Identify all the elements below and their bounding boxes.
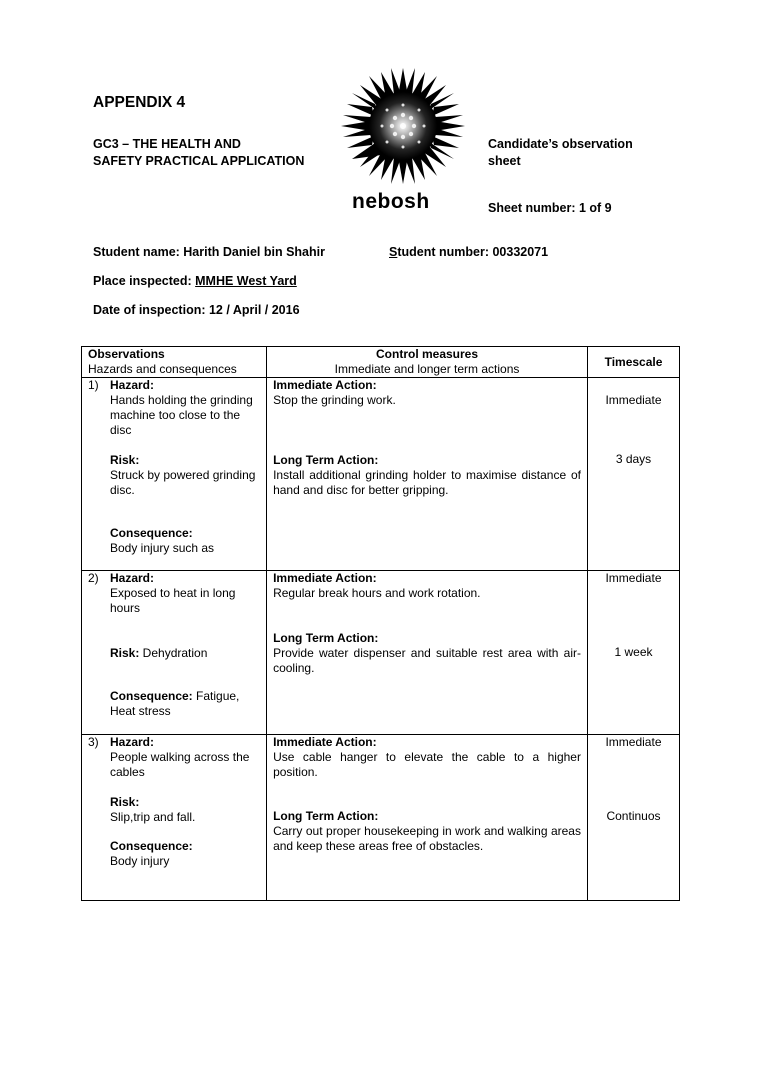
header-control-measures (267, 347, 588, 378)
timescale-cell (587, 378, 679, 571)
row-number: 2) (88, 571, 99, 585)
timescale-long-term: 1 week (614, 645, 653, 659)
timescale-cell (587, 571, 679, 735)
immediate-action-text: Regular break hours and work rotation. (273, 586, 481, 600)
observation-cell (82, 571, 267, 735)
observation-table (81, 346, 680, 901)
student-number (389, 244, 548, 261)
long-term-action-label: Long Term Action: (273, 631, 379, 645)
hazard-text: Hands holding the grinding machine too close to the disc (110, 393, 253, 437)
consequence-text: Body injury (110, 854, 170, 868)
header-observations-title: Observations (88, 347, 165, 361)
header-control-title: Control measures (376, 347, 479, 361)
consequence-label: Consequence: (110, 526, 193, 540)
sheet-title (488, 136, 633, 170)
nebosh-logo (338, 66, 468, 216)
long-term-action-text: Carry out proper housekeeping in work and walking areas and keep these areas free of obstacles. (273, 824, 581, 853)
immediate-action-text: Stop the grinding work. (273, 393, 396, 407)
risk-label: Risk: (110, 453, 140, 467)
course-title (93, 136, 304, 170)
logo-wordmark: nebosh (352, 190, 430, 213)
row-number: 3) (88, 735, 99, 749)
immediate-action-label: Immediate Action: (273, 571, 377, 585)
risk-text: Slip,trip and fall. (110, 810, 196, 824)
hazard-text: Exposed to heat in long hours (110, 586, 236, 615)
timescale-immediate: Immediate (605, 735, 662, 749)
table-row (82, 735, 680, 901)
hazard-label: Hazard: (110, 571, 155, 585)
control-cell (267, 571, 588, 735)
risk-text: Struck by powered grinding disc. (110, 468, 256, 497)
student-name: Student name: Harith Daniel bin Shahir (93, 245, 325, 259)
student-number-initial: S (389, 245, 398, 259)
timescale-cell (587, 735, 679, 901)
table-row (82, 378, 680, 571)
header-observations-sub: Hazards and consequences (88, 362, 237, 376)
timescale-immediate: Immediate (605, 393, 662, 407)
appendix-title: APPENDIX 4 (93, 94, 186, 111)
header-observations (82, 347, 267, 378)
immediate-action-label: Immediate Action: (273, 735, 377, 749)
consequence-label: Consequence: (110, 839, 193, 853)
table-row (82, 571, 680, 735)
place-inspected (93, 273, 297, 290)
header-timescale-title: Timescale (604, 354, 663, 369)
risk-label: Risk: (110, 795, 140, 809)
control-cell (267, 735, 588, 901)
timescale-immediate: Immediate (605, 571, 662, 585)
place-value: MMHE West Yard (195, 274, 297, 288)
header-control-sub: Immediate and longer term actions (334, 362, 520, 376)
sheet-number: Sheet number: 1 of 9 (488, 201, 612, 215)
risk-label: Risk: (110, 646, 140, 660)
consequence-text: Body injury such as (110, 541, 215, 555)
long-term-action-label: Long Term Action: (273, 809, 379, 823)
nebosh-sunburst-icon (338, 66, 468, 184)
long-term-action-text: Install additional grinding holder to maximise distance of hand and disc for better gripping. (273, 468, 581, 497)
control-cell (267, 378, 588, 571)
date-of-inspection: Date of inspection: 12 / April / 2016 (93, 303, 300, 317)
immediate-action-text: Use cable hanger to elevate the cable to a higher position. (273, 750, 581, 779)
table-header-row (82, 347, 680, 378)
hazard-label: Hazard: (110, 378, 155, 392)
long-term-action-text: Provide water dispenser and suitable rest area with air-cooling. (273, 646, 581, 675)
timescale-long-term: Continuos (606, 809, 661, 823)
header-timescale (587, 347, 679, 378)
observation-cell (82, 735, 267, 901)
risk-text: Dehydration (139, 646, 208, 660)
consequence-text: Fatigue, Heat stress (110, 689, 240, 718)
observation-cell (82, 378, 267, 571)
consequence-label: Consequence: (110, 689, 193, 703)
student-number-text: tudent number: 00332071 (397, 245, 549, 259)
hazard-text: People walking across the cables (110, 750, 250, 779)
timescale-long-term: 3 days (615, 452, 652, 466)
row-number: 1) (88, 378, 99, 392)
course-line-2: SAFETY PRACTICAL APPLICATION (93, 154, 305, 168)
sheet-title-line-1: Candidate’s observation (488, 137, 633, 151)
course-line-1: GC3 – THE HEALTH AND (93, 137, 241, 151)
place-label: Place inspected: (93, 274, 196, 288)
immediate-action-label: Immediate Action: (273, 378, 377, 392)
hazard-label: Hazard: (110, 735, 155, 749)
sheet-title-line-2: sheet (488, 154, 521, 168)
long-term-action-label: Long Term Action: (273, 453, 379, 467)
